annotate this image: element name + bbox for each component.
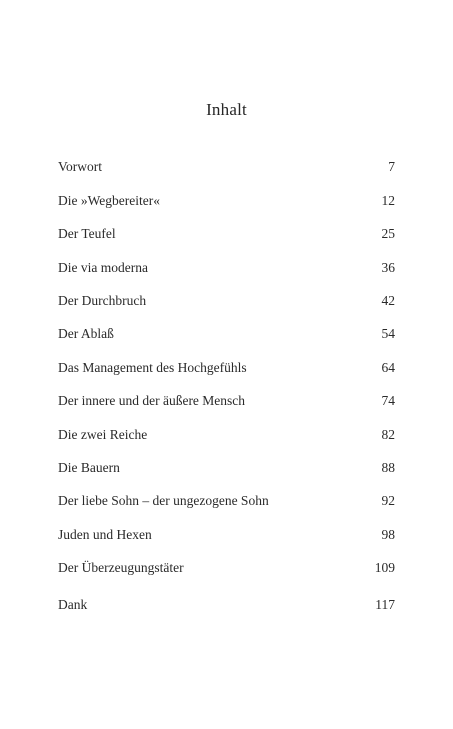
toc-heading: Inhalt xyxy=(206,100,247,119)
toc-entry xyxy=(58,525,395,545)
toc-entry xyxy=(58,491,395,511)
toc-entry xyxy=(58,558,395,578)
toc-entry-title: Der innere und der äußere Mensch xyxy=(58,393,246,408)
toc-entry xyxy=(58,595,395,615)
toc-entry-title: Die Bauern xyxy=(58,460,120,475)
toc-entry xyxy=(58,258,395,278)
table-of-contents xyxy=(58,0,395,729)
toc-entry xyxy=(58,391,395,411)
toc-entry-page: 42 xyxy=(381,293,395,308)
toc-entry-page: 12 xyxy=(381,193,395,208)
toc-entry-title: Der Teufel xyxy=(58,226,116,241)
toc-entry-page: 88 xyxy=(381,460,395,475)
toc-entry-title: Die via moderna xyxy=(58,260,148,275)
toc-entry xyxy=(58,358,395,378)
toc-entry-page: 109 xyxy=(374,560,395,575)
toc-entry-title: Dank xyxy=(58,597,88,612)
toc-entry xyxy=(58,324,395,344)
toc-entry-title: Juden und Hexen xyxy=(58,527,152,542)
toc-entry-page: 74 xyxy=(381,393,395,408)
toc-entry xyxy=(58,425,395,445)
toc-entry-title: Der Durchbruch xyxy=(58,293,147,308)
toc-entry xyxy=(58,224,395,244)
toc-entry-page: 98 xyxy=(381,527,395,542)
toc-entry-title: Der Ablaß xyxy=(58,326,114,341)
toc-entry-page: 7 xyxy=(388,159,395,174)
toc-entry-page: 36 xyxy=(381,260,395,275)
toc-entry-page: 64 xyxy=(381,360,395,375)
toc-entry-title: Der liebe Sohn – der ungezogene Sohn xyxy=(58,493,269,508)
toc-entry xyxy=(58,291,395,311)
toc-entry xyxy=(58,458,395,478)
toc-entry-title: Vorwort xyxy=(58,159,103,174)
toc-entry-page: 54 xyxy=(381,326,395,341)
toc-entry-page: 117 xyxy=(375,597,395,612)
toc-entry-page: 25 xyxy=(381,226,395,241)
toc-entry xyxy=(58,157,395,177)
toc-entry-title: Die zwei Reiche xyxy=(58,427,148,442)
toc-entry-title: Der Überzeugungstäter xyxy=(58,560,184,575)
toc-entry-page: 92 xyxy=(381,493,395,508)
toc-entry-title: Das Management des Hochgefühls xyxy=(58,360,247,375)
toc-entry xyxy=(58,191,395,211)
toc-entry-title: Die »Wegbereiter« xyxy=(58,193,160,208)
toc-entry-page: 82 xyxy=(381,427,395,442)
